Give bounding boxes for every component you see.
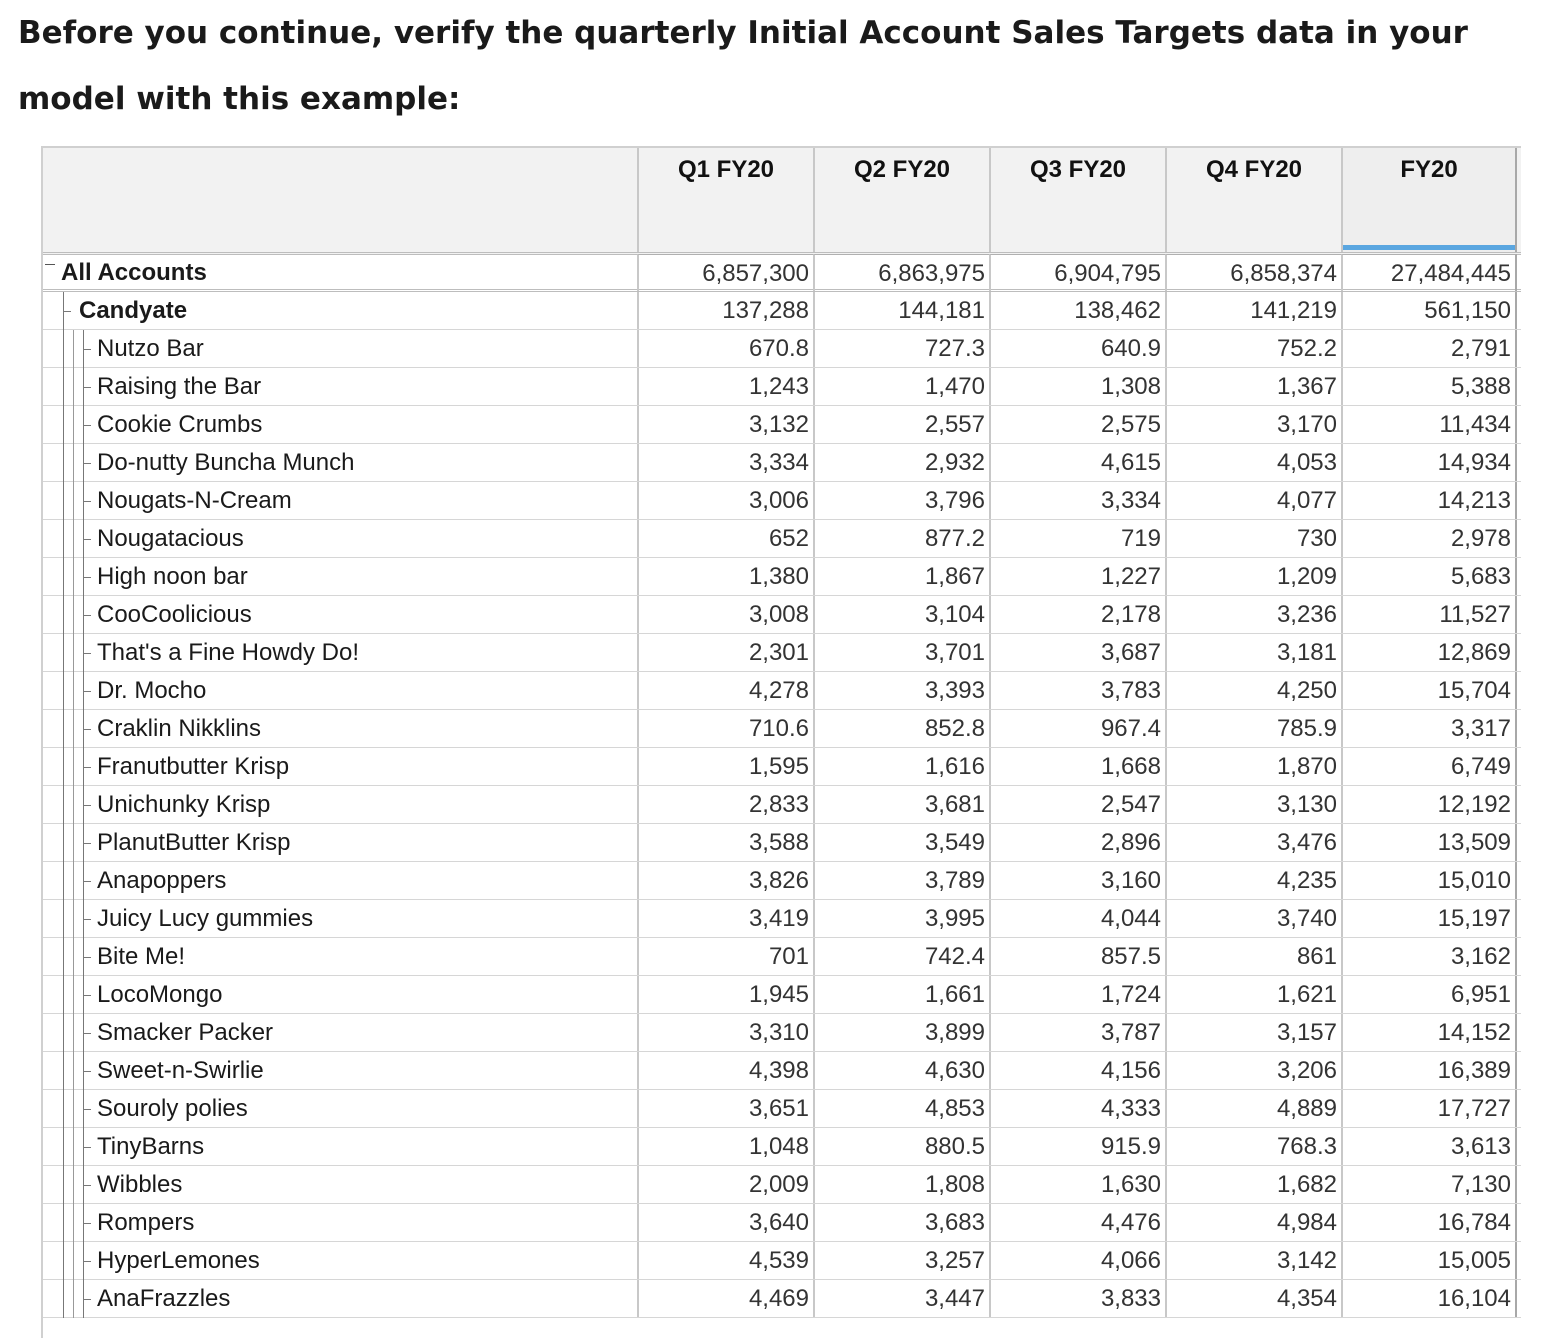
table-row: [43, 292, 1521, 330]
table-row: [43, 710, 1521, 748]
value-cell-q2-fy20[interactable]: 1,808: [813, 1166, 989, 1203]
sales-targets-grid: [41, 146, 1521, 1338]
value-cell-q4-fy20[interactable]: 3,236: [1165, 596, 1341, 633]
value-cell-q3-fy20[interactable]: 3,687: [989, 634, 1165, 671]
value-cell-q1-fy20[interactable]: 1,243: [637, 368, 813, 405]
value-cell-q1-fy20[interactable]: 1,945: [637, 976, 813, 1013]
value-cell-q4-fy20[interactable]: 3,181: [1165, 634, 1341, 671]
value-cell-fy20[interactable]: 11,434: [1341, 406, 1517, 443]
value-cell-q1-fy20[interactable]: 3,826: [637, 862, 813, 899]
value-cell-q4-fy20[interactable]: 1,367: [1165, 368, 1341, 405]
table-row: [43, 520, 1521, 558]
row-label[interactable]: TinyBarns: [97, 1133, 205, 1160]
value-cell-q3-fy20[interactable]: 3,787: [989, 1014, 1165, 1051]
value-cell-q3-fy20[interactable]: 640.9: [989, 330, 1165, 367]
value-cell-q3-fy20[interactable]: 138,462: [989, 292, 1165, 329]
table-row: [43, 406, 1521, 444]
value-cell-q1-fy20[interactable]: 4,469: [637, 1280, 813, 1317]
value-cell-q1-fy20[interactable]: 2,301: [637, 634, 813, 671]
row-label[interactable]: LocoMongo: [97, 981, 223, 1008]
value-cell-q1-fy20[interactable]: 3,310: [637, 1014, 813, 1051]
table-row: [43, 824, 1521, 862]
table-row: [43, 748, 1521, 786]
value-cell-q2-fy20[interactable]: 727.3: [813, 330, 989, 367]
value-cell-q3-fy20[interactable]: 4,156: [989, 1052, 1165, 1089]
value-cell-q3-fy20[interactable]: 915.9: [989, 1128, 1165, 1165]
table-row: [43, 1090, 1521, 1128]
value-cell-q3-fy20[interactable]: 6,904,795: [989, 254, 1165, 291]
value-cell-q4-fy20[interactable]: 141,219: [1165, 292, 1341, 329]
row-label[interactable]: CooCoolicious: [97, 601, 252, 628]
value-cell-q3-fy20[interactable]: 3,334: [989, 482, 1165, 519]
row-label[interactable]: HyperLemones: [97, 1247, 260, 1274]
value-cell-fy20[interactable]: 15,197: [1341, 900, 1517, 937]
table-row: [43, 938, 1521, 976]
value-cell-q1-fy20[interactable]: 3,132: [637, 406, 813, 443]
value-cell-q2-fy20[interactable]: 4,630: [813, 1052, 989, 1089]
value-cell-q3-fy20[interactable]: 2,575: [989, 406, 1165, 443]
table-row: [43, 1166, 1521, 1204]
value-cell-fy20[interactable]: 2,978: [1341, 520, 1517, 557]
value-cell-q1-fy20[interactable]: 3,008: [637, 596, 813, 633]
value-cell-q1-fy20[interactable]: 670.8: [637, 330, 813, 367]
value-cell-q1-fy20[interactable]: 4,278: [637, 672, 813, 709]
value-cell-fy20[interactable]: 16,104: [1341, 1280, 1517, 1317]
value-cell-q4-fy20[interactable]: 1,209: [1165, 558, 1341, 595]
value-cell-fy20[interactable]: 2,791: [1341, 330, 1517, 367]
row-label[interactable]: AnaFrazzles: [97, 1285, 231, 1312]
value-cell-q1-fy20[interactable]: 4,398: [637, 1052, 813, 1089]
table-row: [43, 558, 1521, 596]
column-header-q2[interactable]: Q2 FY20: [813, 148, 989, 252]
value-cell-q3-fy20[interactable]: 4,615: [989, 444, 1165, 481]
value-cell-q2-fy20[interactable]: 3,899: [813, 1014, 989, 1051]
value-cell-q4-fy20[interactable]: 3,157: [1165, 1014, 1341, 1051]
row-label[interactable]: Rompers: [97, 1209, 195, 1236]
value-cell-q2-fy20[interactable]: 3,681: [813, 786, 989, 823]
value-cell-q2-fy20[interactable]: 877.2: [813, 520, 989, 557]
value-cell-q1-fy20[interactable]: 1,595: [637, 748, 813, 785]
value-cell-q4-fy20[interactable]: 4,077: [1165, 482, 1341, 519]
value-cell-q2-fy20[interactable]: 880.5: [813, 1128, 989, 1165]
value-cell-q1-fy20[interactable]: 1,048: [637, 1128, 813, 1165]
value-cell-q4-fy20[interactable]: 861: [1165, 938, 1341, 975]
value-cell-q3-fy20[interactable]: 2,547: [989, 786, 1165, 823]
column-header-row: [43, 148, 1521, 255]
value-cell-q4-fy20[interactable]: 4,053: [1165, 444, 1341, 481]
row-label[interactable]: Anapoppers: [97, 867, 227, 894]
value-cell-q1-fy20[interactable]: 3,419: [637, 900, 813, 937]
value-cell-q2-fy20[interactable]: 3,995: [813, 900, 989, 937]
value-cell-q3-fy20[interactable]: 1,308: [989, 368, 1165, 405]
value-cell-q2-fy20[interactable]: 3,549: [813, 824, 989, 861]
value-cell-q3-fy20[interactable]: 3,160: [989, 862, 1165, 899]
table-row: [43, 330, 1521, 368]
row-label[interactable]: High noon bar: [97, 563, 248, 590]
row-label[interactable]: Sweet-n-Swirlie: [97, 1057, 264, 1084]
value-cell-q2-fy20[interactable]: 1,616: [813, 748, 989, 785]
value-cell-fy20[interactable]: 561,150: [1341, 292, 1517, 329]
row-label[interactable]: Nutzo Bar: [97, 335, 204, 362]
value-cell-q4-fy20[interactable]: 3,476: [1165, 824, 1341, 861]
value-cell-q2-fy20[interactable]: 1,867: [813, 558, 989, 595]
value-cell-q1-fy20[interactable]: 652: [637, 520, 813, 557]
value-cell-q4-fy20[interactable]: 3,142: [1165, 1242, 1341, 1279]
value-cell-q2-fy20[interactable]: 3,104: [813, 596, 989, 633]
value-cell-fy20[interactable]: 14,934: [1341, 444, 1517, 481]
value-cell-q1-fy20[interactable]: 3,334: [637, 444, 813, 481]
value-cell-q4-fy20[interactable]: 1,682: [1165, 1166, 1341, 1203]
value-cell-q2-fy20[interactable]: 3,447: [813, 1280, 989, 1317]
row-label[interactable]: That's a Fine Howdy Do!: [97, 639, 360, 666]
value-cell-fy20[interactable]: 13,509: [1341, 824, 1517, 861]
value-cell-q3-fy20[interactable]: 857.5: [989, 938, 1165, 975]
value-cell-q1-fy20[interactable]: 3,006: [637, 482, 813, 519]
table-row: [43, 368, 1521, 406]
row-label[interactable]: All Accounts: [61, 259, 207, 286]
value-cell-fy20[interactable]: 15,704: [1341, 672, 1517, 709]
column-header-q3[interactable]: Q3 FY20: [989, 148, 1165, 252]
value-cell-q2-fy20[interactable]: 852.8: [813, 710, 989, 747]
value-cell-fy20[interactable]: 27,484,445: [1341, 254, 1517, 291]
row-label[interactable]: Craklin Nikklins: [97, 715, 262, 742]
row-label[interactable]: Unichunky Krisp: [97, 791, 271, 818]
row-label[interactable]: Candyate: [79, 297, 188, 324]
value-cell-fy20[interactable]: 3,613: [1341, 1128, 1517, 1165]
table-row: [43, 1014, 1521, 1052]
table-row: [43, 672, 1521, 710]
value-cell-fy20[interactable]: 5,683: [1341, 558, 1517, 595]
value-cell-q4-fy20[interactable]: 4,235: [1165, 862, 1341, 899]
value-cell-fy20[interactable]: 17,727: [1341, 1090, 1517, 1127]
value-cell-q1-fy20[interactable]: 3,651: [637, 1090, 813, 1127]
column-header-fy20[interactable]: [1341, 148, 1517, 252]
value-cell-q2-fy20[interactable]: 2,932: [813, 444, 989, 481]
value-cell-q1-fy20[interactable]: 701: [637, 938, 813, 975]
value-cell-q3-fy20[interactable]: 4,044: [989, 900, 1165, 937]
value-cell-q4-fy20[interactable]: 4,250: [1165, 672, 1341, 709]
value-cell-q2-fy20[interactable]: 1,470: [813, 368, 989, 405]
intro-text: Before you continue, verify the quarterly Initial Account Sales Targets data in your model with this example:: [18, 15, 1468, 117]
value-cell-q3-fy20[interactable]: 967.4: [989, 710, 1165, 747]
value-cell-fy20[interactable]: 16,389: [1341, 1052, 1517, 1089]
table-row: [43, 634, 1521, 672]
value-cell-q2-fy20[interactable]: 4,853: [813, 1090, 989, 1127]
value-cell-q4-fy20[interactable]: 752.2: [1165, 330, 1341, 367]
table-row: [43, 1128, 1521, 1166]
value-cell-fy20[interactable]: 3,162: [1341, 938, 1517, 975]
value-cell-q2-fy20[interactable]: 3,683: [813, 1204, 989, 1241]
value-cell-q1-fy20[interactable]: 3,588: [637, 824, 813, 861]
value-cell-fy20[interactable]: 3,317: [1341, 710, 1517, 747]
value-cell-q3-fy20[interactable]: 4,476: [989, 1204, 1165, 1241]
value-cell-q3-fy20[interactable]: 3,833: [989, 1280, 1165, 1317]
value-cell-q4-fy20[interactable]: 4,889: [1165, 1090, 1341, 1127]
value-cell-q4-fy20[interactable]: 3,170: [1165, 406, 1341, 443]
row-label[interactable]: Bite Me!: [97, 943, 186, 970]
value-cell-q3-fy20[interactable]: 3,783: [989, 672, 1165, 709]
row-label[interactable]: Smacker Packer: [97, 1019, 274, 1046]
value-cell-fy20[interactable]: 6,749: [1341, 748, 1517, 785]
value-cell-q4-fy20[interactable]: 768.3: [1165, 1128, 1341, 1165]
column-header-q1[interactable]: Q1 FY20: [637, 148, 813, 252]
value-cell-q3-fy20[interactable]: 719: [989, 520, 1165, 557]
value-cell-q3-fy20[interactable]: 2,178: [989, 596, 1165, 633]
value-cell-fy20[interactable]: 11,527: [1341, 596, 1517, 633]
collapse-icon[interactable]: [45, 264, 55, 265]
total-row: [43, 254, 1521, 292]
value-cell-q1-fy20[interactable]: 6,857,300: [637, 254, 813, 291]
row-label[interactable]: Nougats-N-Cream: [97, 487, 292, 514]
value-cell-q1-fy20[interactable]: 2,833: [637, 786, 813, 823]
table-row: [43, 786, 1521, 824]
row-label[interactable]: Cookie Crumbs: [97, 411, 263, 438]
row-label[interactable]: Nougatacious: [97, 525, 244, 552]
value-cell-q4-fy20[interactable]: 6,858,374: [1165, 254, 1341, 291]
table-row: [43, 1242, 1521, 1280]
value-cell-q1-fy20[interactable]: 2,009: [637, 1166, 813, 1203]
value-cell-q2-fy20[interactable]: 144,181: [813, 292, 989, 329]
value-cell-q2-fy20[interactable]: 3,789: [813, 862, 989, 899]
value-cell-q2-fy20[interactable]: 3,257: [813, 1242, 989, 1279]
table-row: [43, 444, 1521, 482]
value-cell-q4-fy20[interactable]: 3,740: [1165, 900, 1341, 937]
value-cell-q2-fy20[interactable]: 742.4: [813, 938, 989, 975]
value-cell-fy20[interactable]: 5,388: [1341, 368, 1517, 405]
row-label[interactable]: Raising the Bar: [97, 373, 262, 400]
value-cell-fy20[interactable]: 14,152: [1341, 1014, 1517, 1051]
value-cell-fy20[interactable]: 6,951: [1341, 976, 1517, 1013]
value-cell-q3-fy20[interactable]: 1,668: [989, 748, 1165, 785]
value-cell-q3-fy20[interactable]: 4,066: [989, 1242, 1165, 1279]
value-cell-q4-fy20[interactable]: 1,870: [1165, 748, 1341, 785]
value-cell-q3-fy20[interactable]: 1,724: [989, 976, 1165, 1013]
value-cell-q2-fy20[interactable]: 3,701: [813, 634, 989, 671]
value-cell-q3-fy20[interactable]: 4,333: [989, 1090, 1165, 1127]
value-cell-q4-fy20[interactable]: 1,621: [1165, 976, 1341, 1013]
value-cell-q4-fy20[interactable]: 3,130: [1165, 786, 1341, 823]
table-row: [43, 1052, 1521, 1090]
table-row: [43, 976, 1521, 1014]
value-cell-q1-fy20[interactable]: 1,380: [637, 558, 813, 595]
value-cell-fy20[interactable]: 15,010: [1341, 862, 1517, 899]
table-row: [43, 1280, 1521, 1318]
row-label[interactable]: Dr. Mocho: [97, 677, 207, 704]
value-cell-fy20[interactable]: 16,784: [1341, 1204, 1517, 1241]
value-cell-q3-fy20[interactable]: 2,896: [989, 824, 1165, 861]
value-cell-fy20[interactable]: 15,005: [1341, 1242, 1517, 1279]
value-cell-fy20[interactable]: 14,213: [1341, 482, 1517, 519]
column-header-fy20-label: FY20: [1400, 156, 1458, 183]
table-row: [43, 482, 1521, 520]
row-label[interactable]: PlanutButter Krisp: [97, 829, 291, 856]
table-row: [43, 1204, 1521, 1242]
row-label[interactable]: Wibbles: [97, 1171, 183, 1198]
value-cell-q1-fy20[interactable]: 710.6: [637, 710, 813, 747]
value-cell-q4-fy20[interactable]: 4,354: [1165, 1280, 1341, 1317]
value-cell-q4-fy20[interactable]: 3,206: [1165, 1052, 1341, 1089]
value-cell-q3-fy20[interactable]: 1,227: [989, 558, 1165, 595]
value-cell-q1-fy20[interactable]: 137,288: [637, 292, 813, 329]
value-cell-q1-fy20[interactable]: 3,640: [637, 1204, 813, 1241]
value-cell-fy20[interactable]: 7,130: [1341, 1166, 1517, 1203]
value-cell-fy20[interactable]: 12,869: [1341, 634, 1517, 671]
value-cell-q2-fy20[interactable]: 3,393: [813, 672, 989, 709]
value-cell-q2-fy20[interactable]: 3,796: [813, 482, 989, 519]
table-row: [43, 900, 1521, 938]
value-cell-q4-fy20[interactable]: 730: [1165, 520, 1341, 557]
row-label[interactable]: Juicy Lucy gummies: [97, 905, 314, 932]
column-header-q4[interactable]: Q4 FY20: [1165, 148, 1341, 252]
value-cell-q1-fy20[interactable]: 4,539: [637, 1242, 813, 1279]
table-row: [43, 596, 1521, 634]
table-row: [43, 862, 1521, 900]
row-label[interactable]: Franutbutter Krisp: [97, 753, 290, 780]
value-cell-q3-fy20[interactable]: 1,630: [989, 1166, 1165, 1203]
value-cell-q2-fy20[interactable]: 1,661: [813, 976, 989, 1013]
value-cell-q2-fy20[interactable]: 2,557: [813, 406, 989, 443]
selected-column-indicator: [1343, 245, 1515, 250]
value-cell-q2-fy20[interactable]: 6,863,975: [813, 254, 989, 291]
row-label[interactable]: Souroly polies: [97, 1095, 248, 1122]
value-cell-fy20[interactable]: 12,192: [1341, 786, 1517, 823]
value-cell-q4-fy20[interactable]: 4,984: [1165, 1204, 1341, 1241]
value-cell-q4-fy20[interactable]: 785.9: [1165, 710, 1341, 747]
row-label[interactable]: Do-nutty Buncha Munch: [97, 449, 355, 476]
